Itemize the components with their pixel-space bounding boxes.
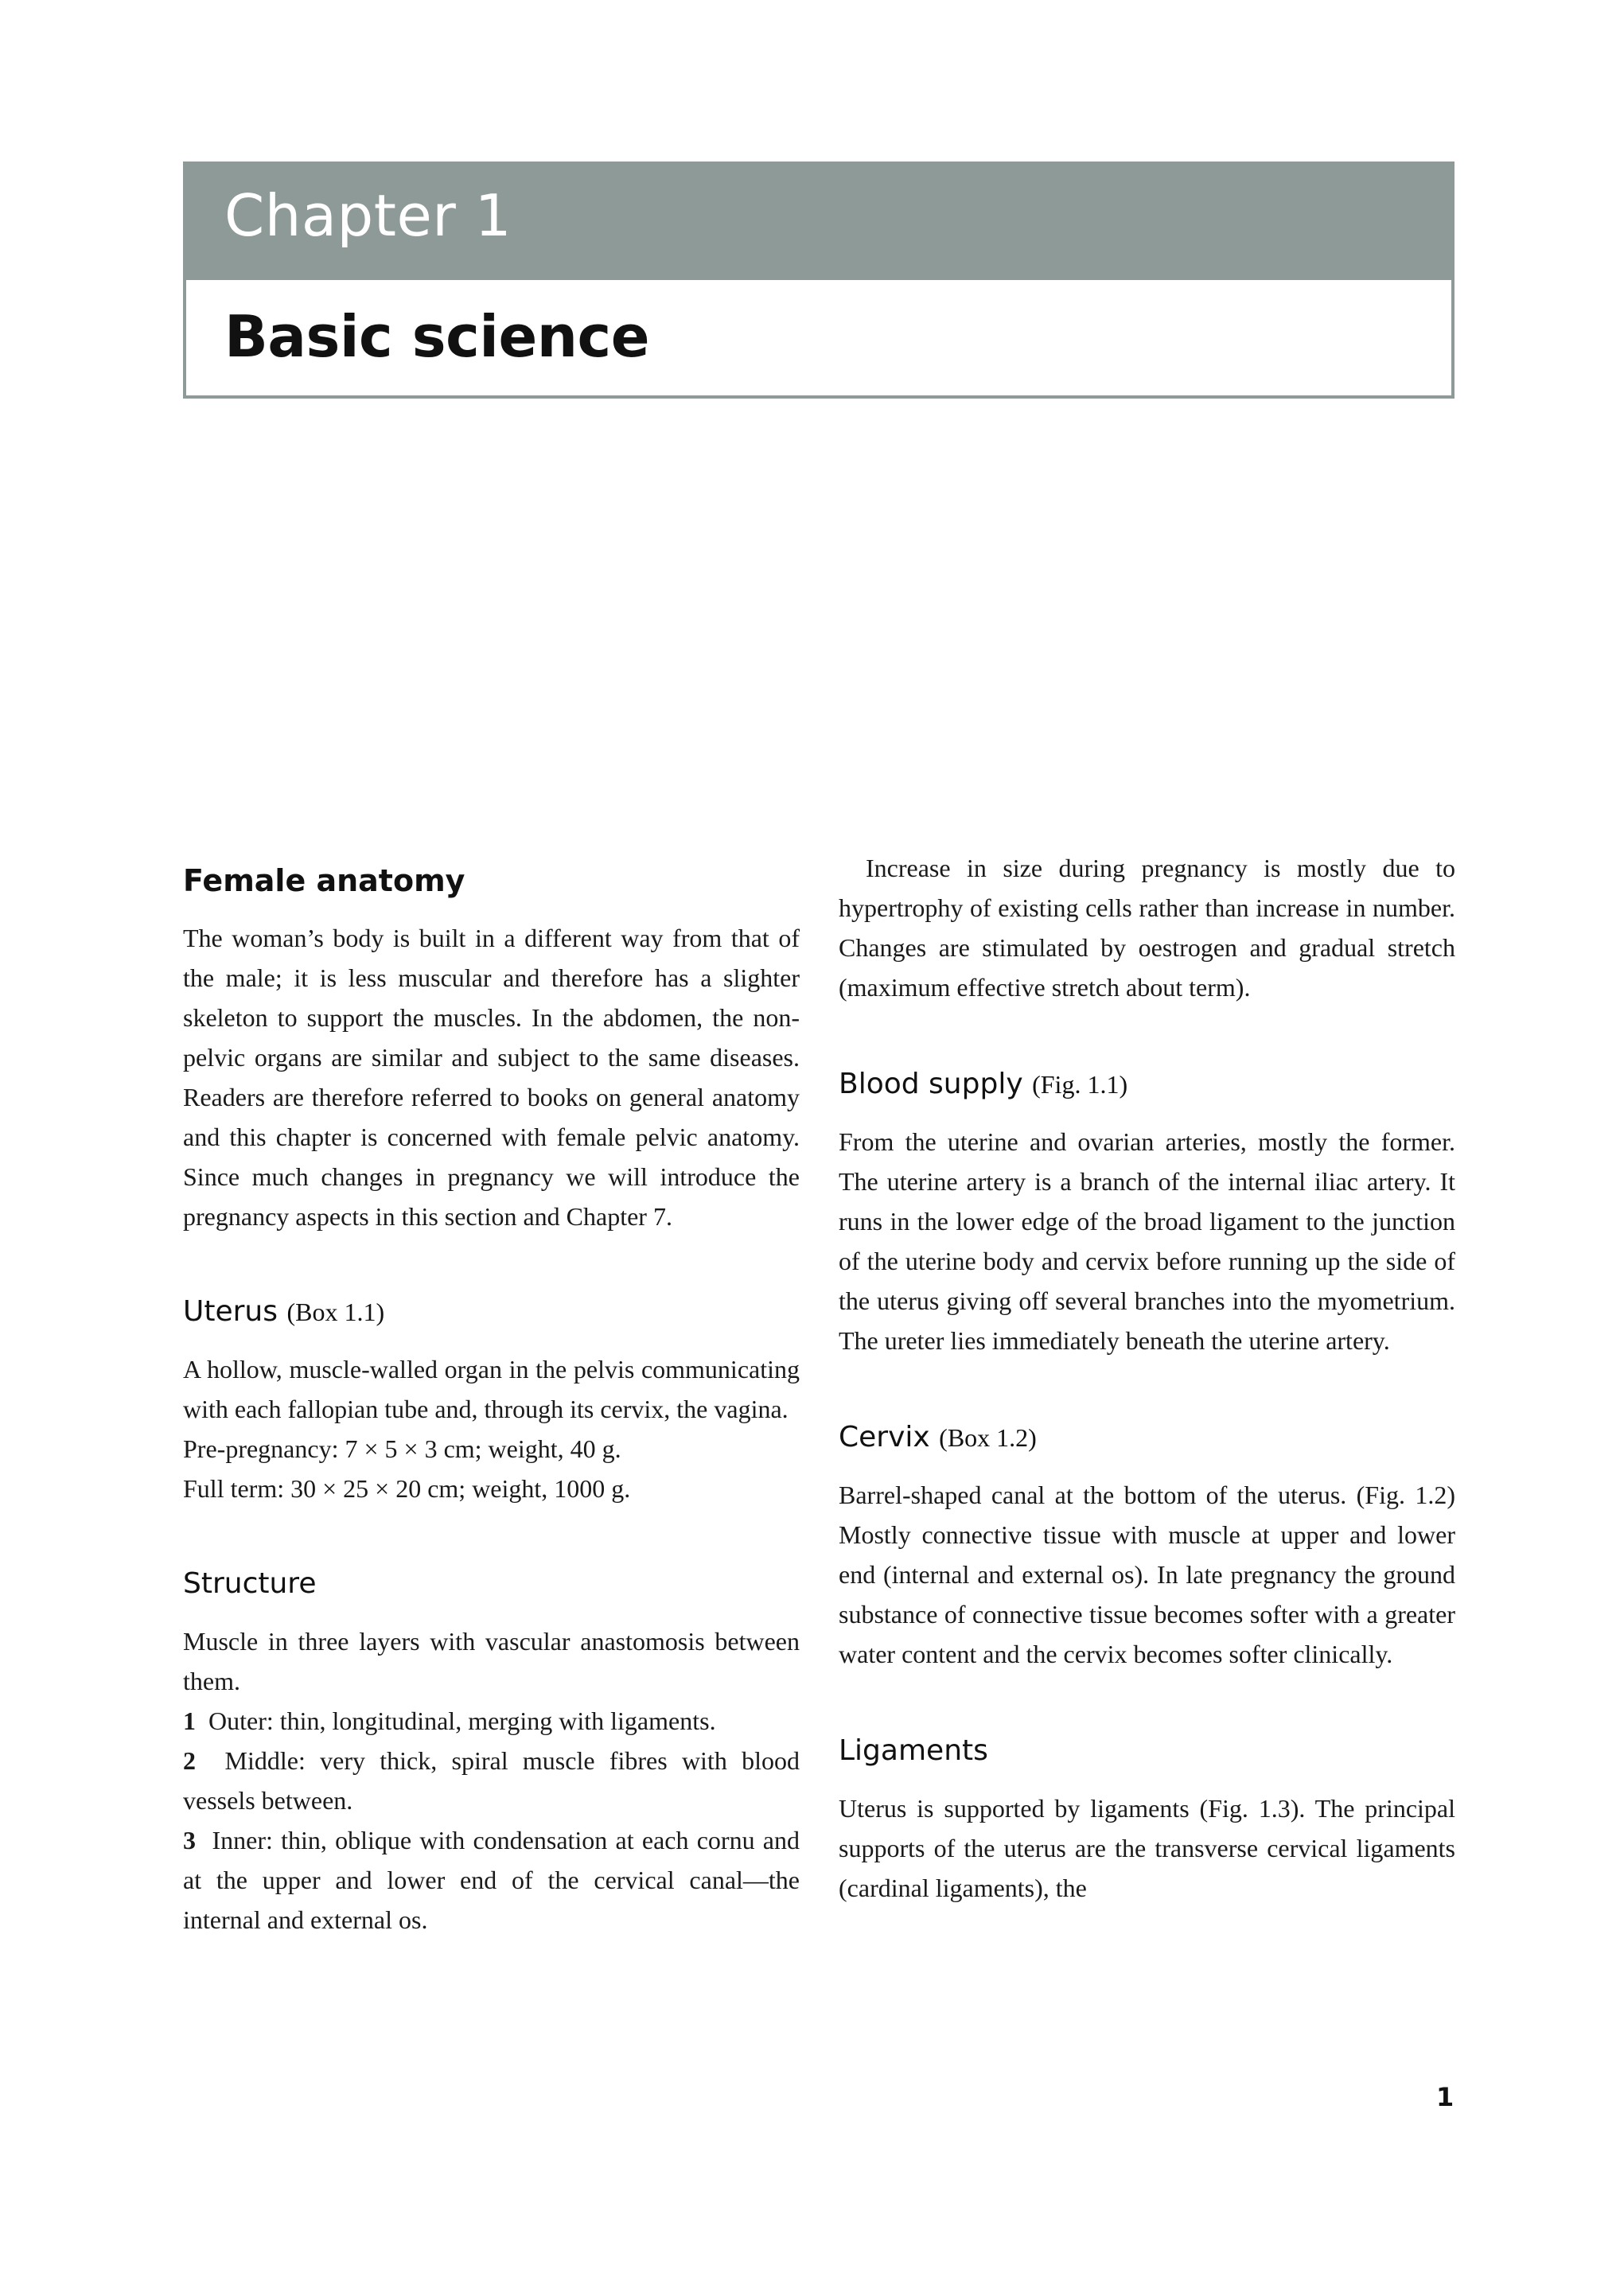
chapter-number: Chapter 1 <box>224 182 512 249</box>
structure-layer-2 <box>183 1741 800 1820</box>
paragraph-female-anatomy: The woman’s body is built in a different way from that of the male; it is less muscular and therefore has a slighter skeleton to support the muscles. In the abdomen, the non-pelvic organs are similar and subject to the same diseases. Readers are therefore referred to books on general anatomy and this chapter is concerned with female pelvic anatomy. Since much changes in pregnancy we will introduce the pregnancy aspects in this section and Chapter 7. <box>183 924 800 1231</box>
spacer <box>839 1674 1455 1731</box>
layer-number: 2 <box>183 1746 196 1775</box>
paragraph-increase-in-size: Increase in size during pregnancy is mostly due to hypertrophy of existing cells rather than increase in number. Changes are stimulated by oestrogen and gradual stretch (maximum effective stretch about term). <box>839 854 1455 1002</box>
spacer <box>839 1007 1455 1064</box>
layer-text: Outer: thin, longitudinal, merging with ligaments. <box>208 1706 716 1735</box>
chapter-title: Basic science <box>224 303 650 370</box>
page-number: 1 <box>1436 2082 1454 2112</box>
heading-cervix <box>839 1418 1455 1457</box>
heading-ligaments: Ligaments <box>839 1734 988 1767</box>
structure-layer-3 <box>183 1820 800 1940</box>
layer-text: Middle: very thick, spiral muscle fibres with blood vessels between. <box>183 1746 800 1815</box>
heading-uterus <box>183 1292 800 1332</box>
heading-cervix-ref: (Box 1.2) <box>939 1423 1037 1452</box>
structure-layer-1 <box>183 1701 800 1741</box>
heading-structure: Structure <box>183 1567 317 1600</box>
heading-blood-supply <box>839 1064 1455 1104</box>
uterus-full-term: Full term: 30 × 25 × 20 cm; weight, 1000 g. <box>183 1474 631 1503</box>
heading-cervix-text: Cervix <box>839 1421 930 1453</box>
paragraph-ligaments: Uterus is supported by ligaments (Fig. 1.3). The principal supports of the uterus are the transverse cervical ligaments (cardinal ligaments), the <box>839 1794 1455 1902</box>
heading-uterus-text: Uterus <box>183 1295 278 1328</box>
spacer <box>839 1360 1455 1418</box>
heading-blood-supply-ref: (Fig. 1.1) <box>1032 1070 1128 1099</box>
layer-number: 1 <box>183 1706 196 1735</box>
paragraph-uterus: A hollow, muscle-walled organ in the pelvis communicating with each fallopian tube and, through its cervix, the vagina. <box>183 1355 800 1423</box>
chapter-header <box>183 161 1454 399</box>
uterus-pre-pregnancy: Pre-pregnancy: 7 × 5 × 3 cm; weight, 40 g. <box>183 1434 621 1463</box>
heading-blood-supply-text: Blood supply <box>839 1068 1023 1100</box>
paragraph-cervix: Barrel-shaped canal at the bottom of the uterus. (Fig. 1.2) Mostly connective tissue with muscle at upper and lower end (internal and external os). In late pregnancy the ground substance of connective tissue becomes softer with a greater water content and the cervix becomes softer clinically. <box>839 1481 1455 1668</box>
heading-uterus-ref: (Box 1.1) <box>286 1298 385 1326</box>
spacer <box>183 1236 800 1292</box>
layer-text: Inner: thin, oblique with condensation at each cornu and at the upper and lower end of the cervical canal—the internal and external os. <box>183 1826 800 1934</box>
layer-number: 3 <box>183 1826 196 1854</box>
paragraph-structure: Muscle in three layers with vascular anastomosis between them. <box>183 1627 800 1695</box>
spacer <box>183 1508 800 1564</box>
left-column <box>183 861 800 1940</box>
right-column <box>839 848 1455 1908</box>
paragraph-blood-supply: From the uterine and ovarian arteries, mostly the former. The uterine artery is a branch of the internal iliac artery. It runs in the lower edge of the broad ligament to the junction of the uterine body and cervix before running up the side of the uterus giving off several branches into the myometrium. The ureter lies immediately beneath the uterine artery. <box>839 1127 1455 1355</box>
heading-female-anatomy: Female anatomy <box>183 863 465 898</box>
